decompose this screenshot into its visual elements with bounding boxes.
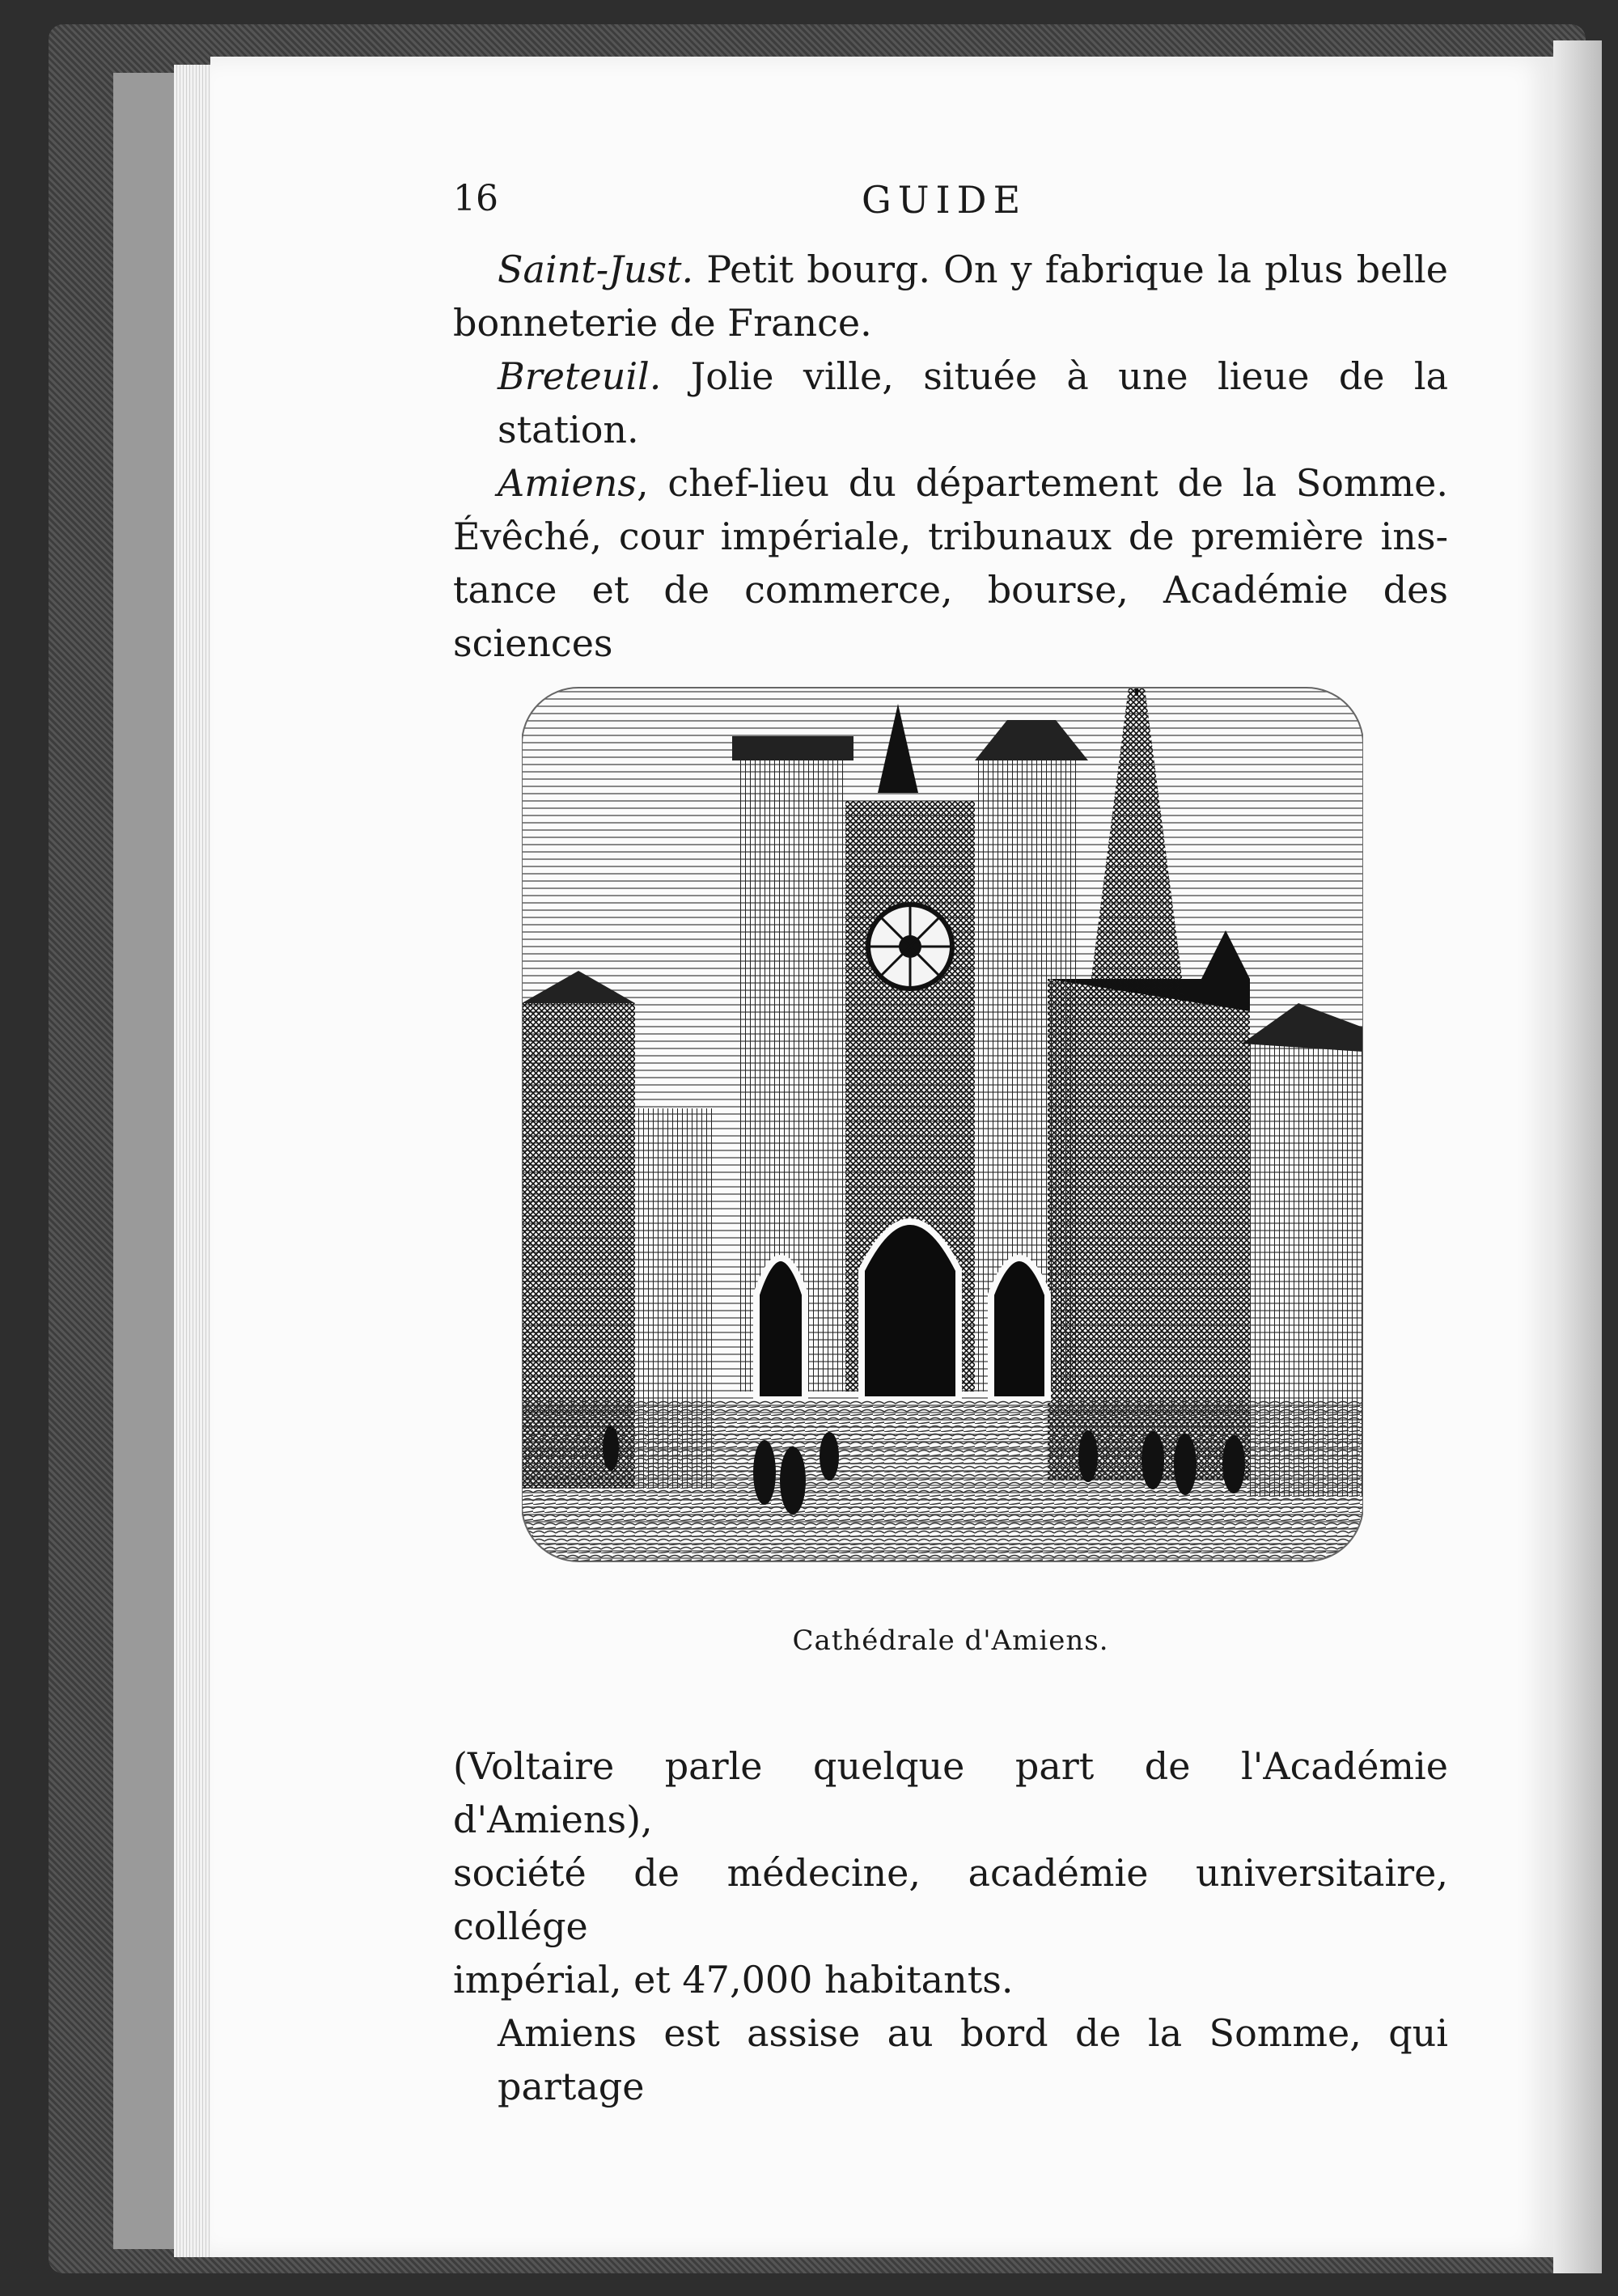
square-ground <box>522 1400 1363 1594</box>
text-line: impérial, et 47,000 habitants. <box>453 1958 1014 2002</box>
text-line: Amiens, chef-lieu du département de la Somme. <box>498 461 1448 505</box>
top-text-block <box>453 243 1448 670</box>
page-number: 16 <box>453 178 498 219</box>
text-line: Amiens est assise au bord de la Somme, qui partage <box>498 2011 1448 2108</box>
page-header <box>453 178 1456 235</box>
running-title: GUIDE <box>862 178 1027 222</box>
place-name: Breteuil. <box>498 354 662 398</box>
text-line: (Voltaire parle quelque part de l'Académie d'Amiens), <box>453 1744 1448 1841</box>
place-name: Saint-Just. <box>498 248 694 291</box>
bottom-text-block <box>453 1739 1448 2113</box>
text-line: Breteuil. Jolie ville, située à une lieue de la station. <box>498 354 1448 451</box>
text-line: tance et de commerce, bourse, Académie des sciences <box>453 568 1448 665</box>
text-line: bonneterie de France. <box>453 301 872 345</box>
text-line: société de médecine, académie universitaire, collége <box>453 1851 1448 1948</box>
place-name: Amiens <box>498 461 637 505</box>
text-line: Évêché, cour impériale, tribunaux de première ins- <box>453 515 1448 558</box>
cathedral-engraving <box>522 623 1363 1594</box>
figure-caption: Cathédrale d'Amiens. <box>792 1625 1109 1657</box>
text-line: Saint-Just. Petit bourg. On y fabrique la plus belle <box>498 248 1448 291</box>
facing-page-edge <box>1553 40 1602 2273</box>
